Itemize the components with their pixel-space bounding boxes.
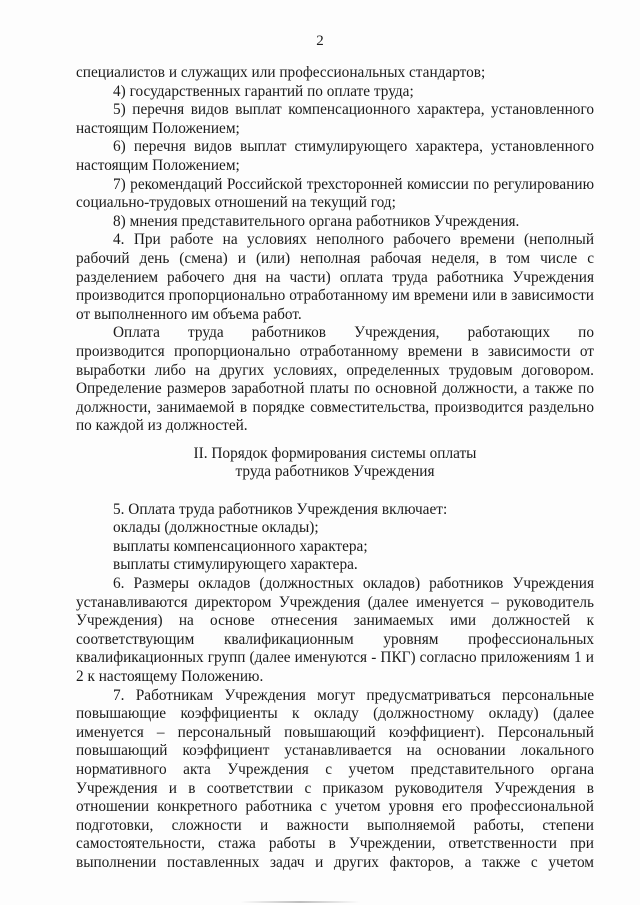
text-line: социально-трудовых отношений на текущий год;	[76, 194, 396, 212]
paragraph-line: повышающие коэффициенты к окладу (должностному окладу) (далее	[76, 705, 594, 723]
paragraph-line: по каждой из должностей.	[76, 417, 248, 435]
list-item: 4) государственных гарантий по оплате труда;	[113, 82, 414, 100]
document-body	[76, 64, 594, 873]
list-item: выплаты компенсационного характера;	[113, 537, 368, 555]
paragraph-line: повышающий коэффициент устанавливается на основании локального	[76, 742, 594, 760]
paragraph-line: 7. Работникам Учреждения могут предусматриваться персональные	[113, 686, 594, 704]
paragraph-line: выполнении поставленных задач и других факторов, а также с учетом	[76, 853, 594, 871]
paragraph-line: Определение размеров заработной платы по основной должности, а также по	[76, 380, 594, 398]
paragraph-line: нормативного акта Учреждения с учетом представительного органа	[76, 760, 594, 778]
spacer	[76, 436, 594, 445]
paragraph-line: отношении конкретного работника с учетом уровня его профессиональной	[76, 798, 594, 816]
text-line: настоящим Положением;	[76, 119, 240, 137]
paragraph-line: производится пропорционально отработанному им времени или в зависимости	[76, 287, 594, 305]
paragraph-line: квалификационных групп (далее именуются - ПКГ) согласно приложениям 1 и	[76, 649, 594, 667]
paragraph-line: Оплата труда работников Учреждения, работающих по	[113, 324, 594, 342]
paragraph-line: рабочий день (смена) и (или) неполная рабочая неделя, в том числе с	[76, 249, 594, 267]
paragraph-line: самостоятельности, стажа работы в Учреждении, ответственности при	[76, 835, 594, 853]
paragraph-line: производится пропорционально отработанному времени в зависимости от	[76, 342, 594, 360]
list-item: 6) перечня видов выплат стимулирующего характера, установленного	[113, 138, 594, 156]
list-item: 8) мнения представительного органа работников Учреждения.	[113, 212, 520, 230]
section-heading: II. Порядок формирования системы оплаты	[193, 444, 477, 462]
paragraph-line: Учреждения и в соответствии с приказом руководителя Учреждения в	[76, 779, 594, 797]
paragraph-line: именуется – персональный повышающий коэффициент). Персональный	[76, 723, 594, 741]
list-item: выплаты стимулирующего характера.	[113, 556, 358, 574]
paragraph-line: 5. Оплата труда работников Учреждения включает:	[113, 500, 448, 518]
paragraph-line: 2 к настоящему Положению.	[76, 668, 264, 685]
spacer	[76, 482, 594, 501]
paragraph-line: 4. При работе на условиях неполного рабочего времени (неполный	[113, 231, 594, 249]
paragraph-line: устанавливаются директором Учреждения (далее именуется – руководитель	[76, 593, 594, 611]
paragraph-line: соответствующим квалификационным уровням профессиональных	[76, 630, 594, 648]
paragraph-line: разделением рабочего дня на части) оплата труда работника Учреждения	[76, 268, 594, 286]
paragraph-line: подготовки, сложности и важности выполняемой работы, степени	[76, 816, 594, 834]
paragraph-line: от выполненного им объема работ.	[76, 305, 302, 323]
list-item: 7) рекомендаций Российской трехсторонней комиссии по регулированию	[113, 175, 594, 193]
list-item: оклады (должностные оклады);	[113, 519, 319, 537]
text-line: настоящим Положением;	[76, 156, 240, 174]
paragraph-line: выработки либо на других условиях, определенных трудовым договором.	[76, 361, 594, 379]
text-line: специалистов и служащих или профессиональных стандартов;	[76, 64, 486, 81]
paragraph-line: должности, занимаемой в порядке совместительства, производится раздельно	[76, 398, 594, 416]
section-heading: труда работников Учреждения	[235, 463, 435, 481]
page-number: 2	[316, 33, 324, 49]
paragraph-line: 6. Размеры окладов (должностных окладов) работников Учреждения	[113, 575, 594, 593]
scan-artifact	[240, 901, 360, 903]
list-item: 5) перечня видов выплат компенсационного характера, установленного	[113, 101, 594, 119]
paragraph-line: Учреждения) на основе отнесения занимаемых ими должностей к	[76, 612, 594, 630]
